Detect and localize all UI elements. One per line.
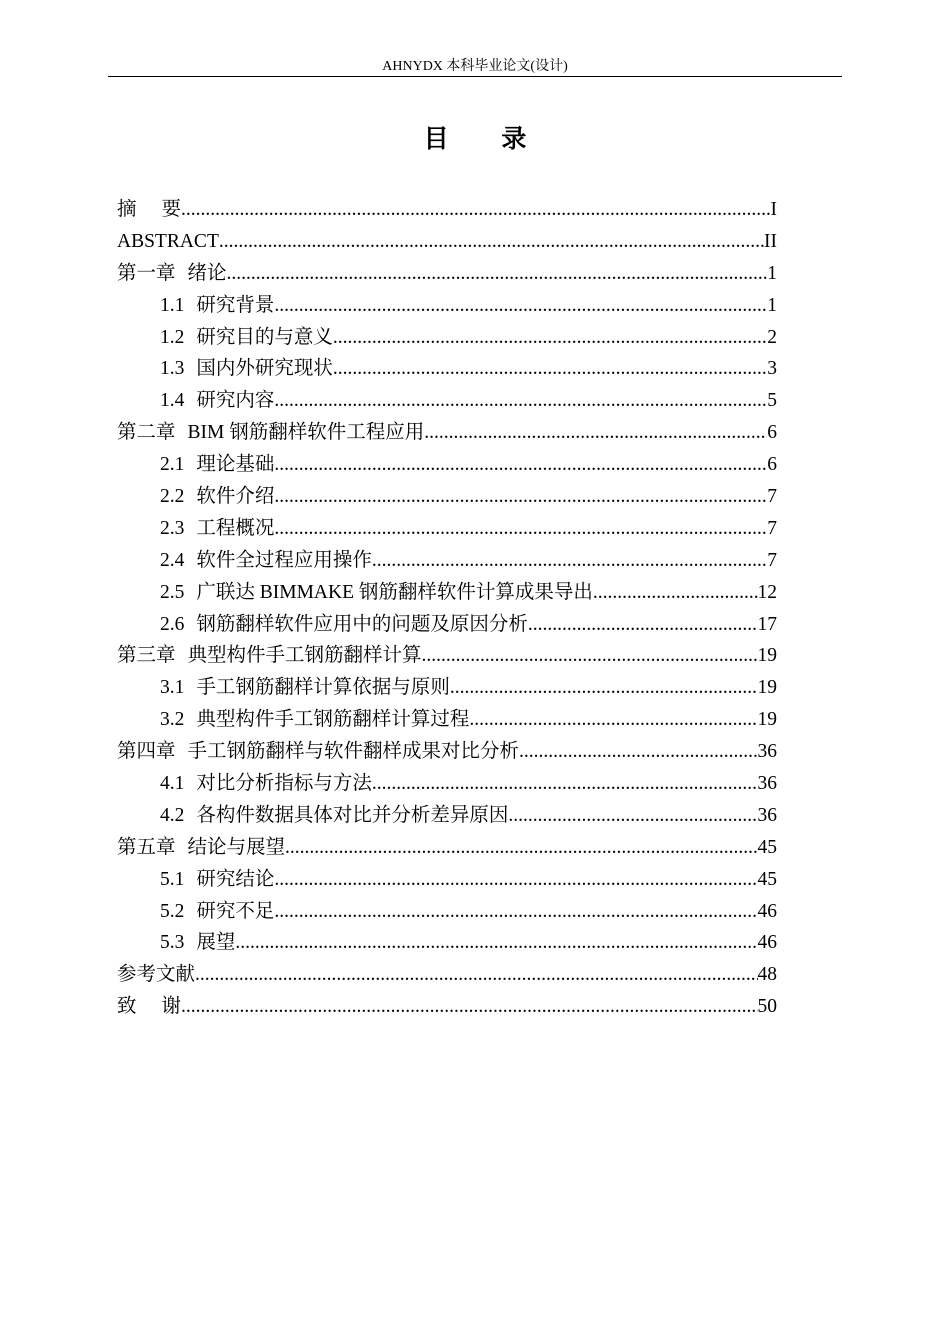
toc-entry-number: 5.1 (160, 868, 185, 890)
toc-entry-text: 软件全过程应用操作 (196, 549, 372, 571)
toc-dot-leader (195, 959, 757, 991)
toc-entry-label (160, 609, 528, 641)
toc-entry-label (117, 991, 181, 1023)
toc-entry[interactable] (117, 290, 777, 322)
toc-dot-leader (519, 736, 757, 768)
toc-entry-label (117, 194, 181, 226)
toc-entry[interactable] (117, 449, 777, 481)
toc-entry[interactable] (117, 832, 777, 864)
toc-entry-text (117, 199, 181, 220)
toc-dot-leader (274, 449, 767, 481)
toc-entry[interactable] (117, 545, 777, 577)
toc-entry-number: 5.3 (160, 932, 185, 954)
toc-entry[interactable] (117, 736, 777, 768)
toc-entry-page: 36 (757, 773, 777, 795)
toc-entry-text: 参考文献 (117, 964, 196, 986)
toc-entry-text (117, 996, 181, 1017)
toc-entry-number: 1.2 (160, 326, 185, 348)
toc-entry[interactable] (117, 959, 777, 991)
toc-entry-label (160, 864, 274, 896)
toc-entry[interactable] (117, 194, 777, 226)
toc-entry-label (117, 226, 219, 258)
toc-entry-text: 国内外研究现状 (196, 358, 333, 380)
toc-dot-leader (274, 896, 757, 928)
toc-entry-label (160, 545, 372, 577)
toc-dot-leader (274, 513, 767, 545)
toc-dot-leader (274, 290, 767, 322)
toc-entry[interactable] (117, 704, 777, 736)
toc-dot-leader (181, 194, 770, 226)
toc-entry-number: 5.2 (160, 900, 185, 922)
toc-entry-label (160, 385, 274, 417)
toc-entry-char: 谢 (161, 996, 182, 1018)
toc-entry-char: 摘 (117, 199, 137, 220)
toc-entry-text: 手工钢筋翻样计算依据与原则 (196, 677, 450, 699)
toc-entry-label (160, 768, 372, 800)
toc-entry-label (117, 258, 227, 290)
toc-entry-text: BIM 钢筋翻样软件工程应用 (187, 422, 425, 444)
toc-entry-number: 第五章 (117, 836, 176, 858)
toc-entry-number: 4.2 (160, 804, 185, 826)
toc-entry-number: 2.5 (160, 581, 185, 603)
toc-entry-number: 4.1 (160, 773, 185, 795)
toc-entry-text: 典型构件手工钢筋翻样计算过程 (196, 709, 470, 731)
toc-entry-page: 46 (757, 900, 777, 922)
toc-entry[interactable] (117, 226, 777, 258)
toc-entry-label (160, 577, 593, 609)
toc-entry-page: 7 (767, 517, 777, 539)
toc-dot-leader (372, 545, 767, 577)
toc-entry-text: 广联达 BIMMAKE 钢筋翻样软件计算成果导出 (196, 581, 593, 603)
toc-entry-page: 1 (767, 294, 777, 316)
toc-entry-number: 第二章 (117, 422, 176, 444)
toc-entry-page: 7 (767, 549, 777, 571)
toc-entry-text: 绪论 (187, 262, 227, 284)
toc-entry-page: 3 (767, 358, 777, 380)
toc-entry-text: 研究背景 (196, 294, 275, 316)
toc-entry[interactable] (117, 896, 777, 928)
toc-dot-leader (528, 609, 758, 641)
toc-entry-page: 36 (757, 804, 777, 826)
toc-entry[interactable] (117, 609, 777, 641)
running-header: AHNYDX 本科毕业论文(设计) (382, 59, 568, 74)
toc-entry-text: 工程概况 (196, 517, 275, 539)
toc-entry-page: II (764, 230, 777, 252)
toc-entry-char: 要 (161, 199, 182, 220)
toc-entry[interactable] (117, 353, 777, 385)
toc-entry-label (160, 353, 333, 385)
toc-entry-char: 致 (117, 996, 137, 1018)
toc-dot-leader (274, 481, 767, 513)
toc-entry[interactable] (117, 864, 777, 896)
toc-entry[interactable] (117, 640, 777, 672)
toc-dot-leader (285, 832, 757, 864)
toc-entry-page: 19 (757, 677, 777, 699)
toc-entry-label (117, 736, 519, 768)
toc-dot-leader (469, 704, 757, 736)
toc-entry-number: 2.1 (160, 454, 185, 476)
toc-entry-page: 12 (757, 581, 777, 603)
toc-dot-leader (235, 927, 757, 959)
toc-entry-page: 7 (767, 486, 777, 508)
toc-entry-text: 对比分析指标与方法 (196, 773, 372, 795)
toc-entry[interactable] (117, 513, 777, 545)
toc-entry-text: 各构件数据具体对比并分析差异原因 (196, 804, 509, 826)
toc-entry[interactable] (117, 577, 777, 609)
toc-entry[interactable] (117, 800, 777, 832)
toc-dot-leader (450, 672, 758, 704)
toc-entry-label (160, 800, 508, 832)
toc-entry[interactable] (117, 258, 777, 290)
toc-dot-leader (274, 385, 767, 417)
toc-entry-page: 46 (757, 932, 777, 954)
toc-entry-text: ABSTRACT (117, 230, 219, 252)
toc-entry[interactable] (117, 481, 777, 513)
toc-entry-text: 手工钢筋翻样与软件翻样成果对比分析 (187, 741, 520, 763)
toc-entry-number: 第一章 (117, 262, 176, 284)
toc-entry-label (160, 449, 274, 481)
toc-entry-label (160, 672, 450, 704)
toc-entry-text: 研究结论 (196, 868, 275, 890)
toc-entry-text: 钢筋翻样软件应用中的问题及原因分析 (196, 613, 528, 635)
toc-entry-number: 第四章 (117, 741, 176, 763)
toc-entry-page: 5 (767, 390, 777, 412)
toc-entry-number: 2.2 (160, 486, 185, 508)
toc-entry-page: I (770, 199, 777, 220)
toc-dot-leader (593, 577, 758, 609)
toc-entry-text: 研究不足 (196, 900, 275, 922)
toc-entry[interactable] (117, 927, 777, 959)
toc-entry-label (160, 896, 274, 928)
toc-entry-label (117, 640, 422, 672)
toc-entry-page: 1 (767, 262, 777, 284)
toc-entry-label (117, 959, 195, 991)
toc-entry-text: 研究内容 (196, 390, 275, 412)
toc-entry[interactable] (117, 991, 777, 1023)
toc-entry-label (160, 481, 274, 513)
toc-entry[interactable] (117, 417, 777, 449)
toc-entry-page: 36 (757, 741, 777, 763)
toc-entry-text: 展望 (196, 932, 236, 954)
toc-entry-number: 2.3 (160, 517, 185, 539)
toc-entry-page: 6 (767, 422, 777, 444)
toc-entry-number: 1.4 (160, 390, 185, 412)
toc-entry-label (160, 290, 274, 322)
toc-entry-page: 45 (757, 868, 777, 890)
toc-entry-label (117, 832, 285, 864)
toc-dot-leader (424, 417, 767, 449)
toc-entry-page: 2 (767, 326, 777, 348)
toc-entry[interactable] (117, 385, 777, 417)
toc-entry-page: 6 (767, 454, 777, 476)
toc-entry-text: 理论基础 (196, 454, 275, 476)
toc-entry-page: 19 (757, 645, 777, 667)
toc-entry-number: 3.1 (160, 677, 185, 699)
toc-entry-number: 3.2 (160, 709, 185, 731)
header-rule (108, 76, 842, 77)
toc-entry-text: 结论与展望 (187, 836, 286, 858)
page-title: 目 录 (423, 124, 549, 153)
toc-entry[interactable] (117, 322, 777, 354)
toc-entry-number: 1.3 (160, 358, 185, 380)
toc-entry-number: 1.1 (160, 294, 185, 316)
toc-dot-leader (372, 768, 758, 800)
toc-entry-number: 2.6 (160, 613, 185, 635)
toc-entry-label (117, 417, 424, 449)
toc-dot-leader (219, 226, 764, 258)
toc-dot-leader (508, 800, 757, 832)
toc-dot-leader (422, 640, 758, 672)
toc-entry-text: 研究目的与意义 (196, 326, 333, 348)
toc-entry[interactable] (117, 768, 777, 800)
toc-entry-label (160, 513, 274, 545)
toc-entry-number: 第三章 (117, 645, 176, 667)
toc-entry-number: 2.4 (160, 549, 185, 571)
toc-entry-page: 50 (757, 996, 777, 1018)
toc-entry-text: 软件介绍 (196, 486, 275, 508)
toc-dot-leader (227, 258, 768, 290)
toc-entry[interactable] (117, 672, 777, 704)
toc-entry-page: 17 (757, 613, 777, 635)
toc-dot-leader (333, 353, 767, 385)
table-of-contents (117, 194, 777, 1023)
toc-entry-label (160, 322, 333, 354)
toc-entry-page: 45 (757, 836, 777, 858)
toc-entry-page: 19 (757, 709, 777, 731)
toc-entry-text: 典型构件手工钢筋翻样计算 (187, 645, 422, 667)
toc-dot-leader (333, 322, 767, 354)
toc-dot-leader (274, 864, 757, 896)
toc-entry-label (160, 704, 469, 736)
toc-entry-label (160, 927, 235, 959)
toc-entry-page: 48 (757, 964, 777, 986)
toc-dot-leader (181, 991, 757, 1023)
